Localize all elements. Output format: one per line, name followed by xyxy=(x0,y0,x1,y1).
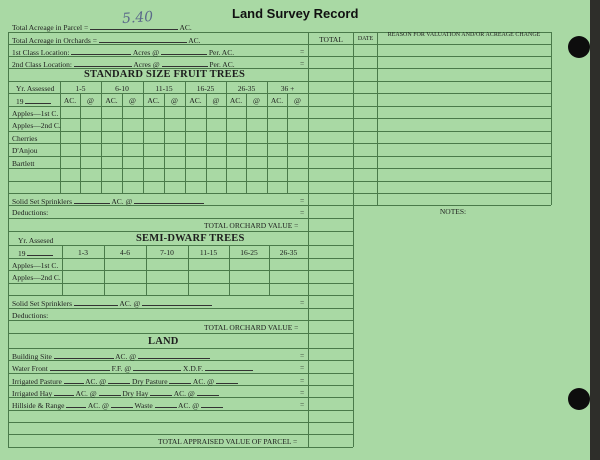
pasture-eq: = xyxy=(300,376,305,385)
first-class-per: Per. AC. xyxy=(208,48,235,57)
building-site-ac: AC. @ xyxy=(115,352,137,361)
semi-row-label: Apples—1st C. xyxy=(12,261,59,270)
total-orchards-label: Total Acreage in Orchards = xyxy=(12,36,97,45)
total-orchards-ac: AC. xyxy=(188,36,201,45)
page-title: Land Survey Record xyxy=(232,6,359,21)
dry-hay-ac: AC. @ xyxy=(173,389,195,398)
irrigated-hay-ac: AC. @ xyxy=(75,389,97,398)
semi-sprinklers-rate-field[interactable] xyxy=(142,298,212,306)
hillside-ac: AC. @ xyxy=(87,401,109,410)
water-front-ff: F.F. @ xyxy=(111,364,132,373)
dry-pasture-ac: AC. @ xyxy=(192,377,214,386)
second-class-acres: Acres @ xyxy=(133,60,160,69)
total-acreage-orchards-row xyxy=(12,35,201,45)
semi-age-4: 11-15 xyxy=(199,248,218,257)
std-row-label: Apples—1st C. xyxy=(12,109,59,118)
semi-sprinklers-ac: AC. @ xyxy=(119,299,141,308)
water-front-label: Water Front xyxy=(12,364,48,373)
total-parcel-label: Total Acreage in Parcel = xyxy=(12,23,89,32)
water-front-field[interactable] xyxy=(50,363,110,371)
std-at-3: @ xyxy=(171,96,178,105)
semi-yr-assessed-label: Yr. Assesed xyxy=(18,236,54,245)
semi-sprinklers-field[interactable] xyxy=(74,298,118,306)
std-sprinklers-label: Solid Set Sprinklers xyxy=(12,197,73,206)
std-at-2: @ xyxy=(129,96,136,105)
std-sprinklers-row xyxy=(12,196,204,206)
first-class-acres: Acres @ xyxy=(132,48,160,57)
std-sprinklers-ac: AC. @ xyxy=(111,197,133,206)
semi-sprinklers-row xyxy=(12,298,212,308)
std-age-6: 36 + xyxy=(280,84,295,93)
std-row-label: Bartlett xyxy=(12,159,35,168)
std-age-3: 11-15 xyxy=(155,84,173,93)
semi-age-2: 4-6 xyxy=(120,248,130,257)
dry-hay-field[interactable] xyxy=(150,388,172,396)
std-age-5: 26-35 xyxy=(237,84,256,93)
std-total-orchard-value: TOTAL ORCHARD VALUE = xyxy=(204,221,299,230)
second-class-rate-field[interactable] xyxy=(162,59,208,67)
total-column-header: TOTAL xyxy=(319,35,343,44)
irrigated-pasture-rate-field[interactable] xyxy=(108,376,130,384)
std-year-row xyxy=(16,96,51,106)
std-at-5: @ xyxy=(253,96,260,105)
irrigated-hay-row xyxy=(12,388,219,398)
semi-age-3: 7-10 xyxy=(160,248,174,257)
binder-hole-icon xyxy=(568,388,590,410)
first-class-label: 1st Class Location: xyxy=(12,48,70,57)
standard-trees-heading: STANDARD SIZE FRUIT TREES xyxy=(84,69,246,80)
std-row-label: D'Anjou xyxy=(12,146,38,155)
semi-sprinklers-eq: = xyxy=(300,298,305,307)
std-ac-4: AC. xyxy=(189,96,202,105)
semi-year-row xyxy=(18,248,53,258)
waste-rate-field[interactable] xyxy=(201,400,223,408)
irrigated-hay-rate-field[interactable] xyxy=(99,388,121,396)
water-front-rate-field[interactable] xyxy=(133,363,181,371)
total-acreage-parcel-row xyxy=(12,22,192,32)
total-appraised-value: TOTAL APPRAISED VALUE OF PARCEL = xyxy=(158,437,298,446)
semi-total-orchard-value: TOTAL ORCHARD VALUE = xyxy=(204,323,299,332)
waste-field[interactable] xyxy=(155,400,177,408)
semi-year-field[interactable] xyxy=(27,248,53,256)
irrigated-pasture-row xyxy=(12,376,238,386)
dry-pasture-field[interactable] xyxy=(169,376,191,384)
second-class-eq: = xyxy=(300,59,305,68)
std-year-prefix: 19 xyxy=(16,97,24,106)
date-column-header: DATE xyxy=(357,36,374,42)
std-ac-5: AC. xyxy=(229,96,243,105)
first-class-eq: = xyxy=(300,47,305,56)
water-front-xdf: X.D.F. xyxy=(183,364,204,373)
std-deductions-label: Deductions: xyxy=(12,208,49,217)
total-parcel-field[interactable] xyxy=(90,22,178,30)
std-age-1: 1-5 xyxy=(75,84,86,93)
reason-column-header: REASON FOR VALUATION AND/OR ACREAGE CHANGE xyxy=(387,32,541,38)
std-row-label: Cherries xyxy=(12,134,38,143)
building-site-eq: = xyxy=(300,351,305,360)
first-class-field[interactable] xyxy=(71,47,131,55)
land-heading: LAND xyxy=(148,336,179,347)
building-site-field[interactable] xyxy=(54,351,114,359)
second-class-per: Per. AC. xyxy=(209,60,235,69)
semi-age-6: 26-35 xyxy=(279,248,298,257)
irrigated-hay-label: Irrigated Hay xyxy=(12,389,53,398)
binder-hole-icon xyxy=(568,36,590,58)
second-class-field[interactable] xyxy=(74,59,132,67)
dry-pasture-label: Dry Pasture xyxy=(131,377,168,386)
std-age-2: 6-10 xyxy=(115,84,129,93)
building-site-row xyxy=(12,351,210,361)
std-year-field[interactable] xyxy=(25,96,51,104)
hillside-row xyxy=(12,400,223,410)
waste-label: Waste xyxy=(134,401,153,410)
std-row-label: Apples—2nd C. xyxy=(12,121,61,130)
total-parcel-ac: AC. xyxy=(179,23,192,32)
std-at-4: @ xyxy=(212,96,220,105)
hillside-label: Hillside & Range xyxy=(12,401,65,410)
dry-hay-label: Dry Hay xyxy=(122,389,149,398)
water-front-row xyxy=(12,363,253,373)
std-sprinklers-rate-field[interactable] xyxy=(134,196,204,204)
std-ac-2: AC. xyxy=(105,96,118,105)
building-site-label: Building Site xyxy=(12,352,52,361)
hillside-eq: = xyxy=(300,400,305,409)
first-class-row xyxy=(12,47,234,57)
std-deductions-eq: = xyxy=(300,208,305,217)
notes-label: NOTES: xyxy=(439,207,467,216)
std-at-1: @ xyxy=(87,96,94,105)
hillside-rate-field[interactable] xyxy=(111,400,133,408)
card-edge xyxy=(590,0,600,460)
std-at-6: @ xyxy=(294,96,301,105)
total-orchards-field[interactable] xyxy=(99,35,187,43)
water-front-eq: = xyxy=(300,363,305,372)
std-yr-assessed-label: Yr. Assessed xyxy=(16,84,55,93)
first-class-rate-field[interactable] xyxy=(161,47,207,55)
std-sprinklers-field[interactable] xyxy=(74,196,110,204)
semi-year-prefix: 19 xyxy=(18,249,26,258)
std-age-4: 16-25 xyxy=(196,84,215,93)
semi-age-5: 16-25 xyxy=(240,248,258,257)
second-class-label: 2nd Class Location: xyxy=(12,60,72,69)
building-site-rate-field[interactable] xyxy=(138,351,210,359)
semi-age-1: 1-3 xyxy=(78,248,88,257)
semi-sprinklers-label: Solid Set Sprinklers xyxy=(12,299,73,308)
hillside-field[interactable] xyxy=(66,400,86,408)
irrigated-pasture-label: Irrigated Pasture xyxy=(12,377,62,386)
waste-ac: AC. @ xyxy=(178,401,200,410)
std-ac-3: AC. xyxy=(147,96,160,105)
irrigated-pasture-ac: AC. @ xyxy=(85,377,107,386)
dry-pasture-rate-field[interactable] xyxy=(216,376,238,384)
hay-eq: = xyxy=(300,388,305,397)
std-ac-6: AC. xyxy=(270,96,284,105)
std-sprinklers-eq: = xyxy=(300,196,305,205)
handwritten-acreage: 5.40 xyxy=(121,8,154,28)
dry-hay-rate-field[interactable] xyxy=(197,388,219,396)
water-front-xdf-field[interactable] xyxy=(205,363,253,371)
irrigated-pasture-field[interactable] xyxy=(64,376,84,384)
irrigated-hay-field[interactable] xyxy=(54,388,74,396)
semi-deductions-label: Deductions: xyxy=(12,311,49,320)
semi-dwarf-heading: SEMI-DWARF TREES xyxy=(136,233,245,244)
semi-row-label: Apples—2nd C. xyxy=(12,273,61,282)
std-ac-1: AC. xyxy=(63,96,77,105)
second-class-row xyxy=(12,59,235,69)
